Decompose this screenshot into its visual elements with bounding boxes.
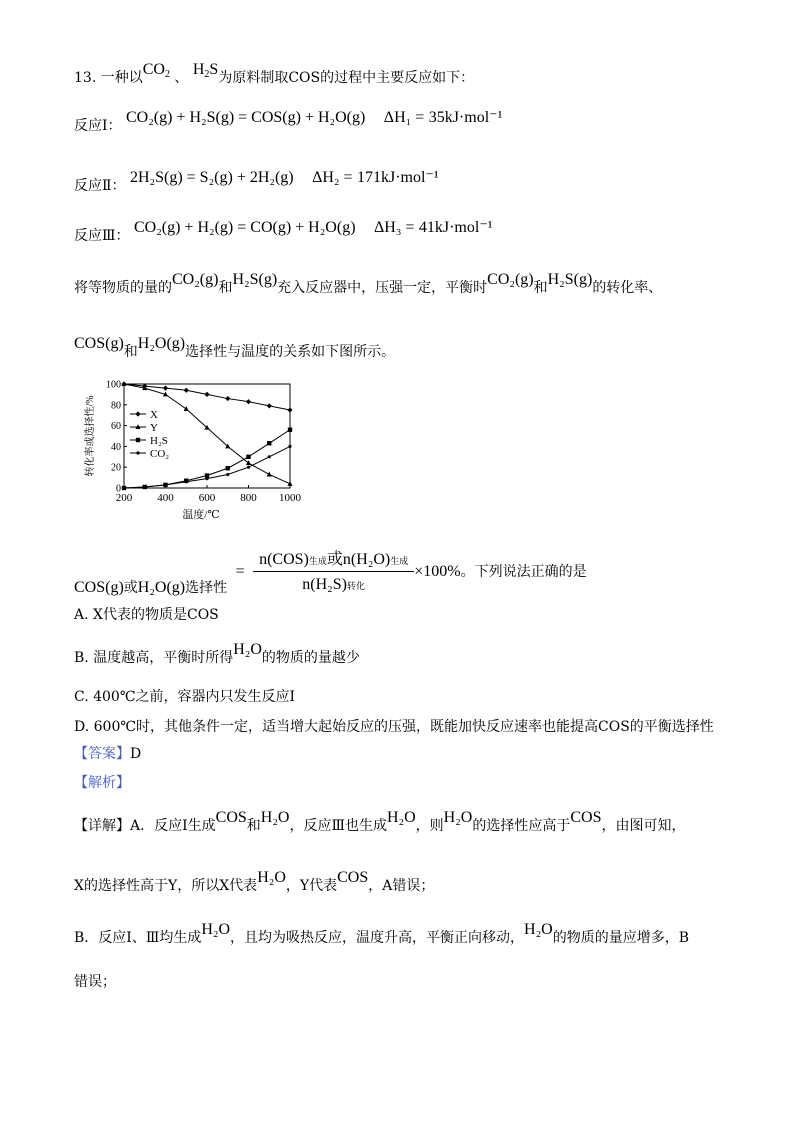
question-stem [74, 61, 475, 88]
data-point [268, 455, 271, 458]
data-point [184, 406, 189, 411]
selectivity-fraction [253, 550, 414, 594]
answer-label: 【答案】 [74, 746, 130, 762]
h2o-formula: H₂O [233, 641, 262, 658]
option-b: B. 温度越高，平衡时所得H₂O的物质的量越少 [74, 641, 360, 666]
reaction-3 [74, 219, 493, 244]
enthalpy-symbol: ΔH₁ = [383, 109, 425, 126]
data-point [185, 480, 188, 483]
data-point [225, 396, 230, 401]
y-tick-label: 100 [106, 379, 121, 391]
legend-label: H₂S [150, 435, 168, 447]
co2-formula: CO₂(g) [172, 271, 219, 288]
selectivity-definition: COS(g)或H₂O(g)选择性 = $\frac{\text{n(COS)生成或n(H₂O)生成}}{\text{n(H₂S)转化}}$ ×100%。下列说法正确的是 [74, 551, 587, 597]
y-tick-label: 80 [111, 400, 121, 412]
data-point [288, 445, 291, 448]
series-line-4 [124, 446, 290, 488]
data-point [267, 441, 271, 445]
detail-label: 【详解】 [74, 818, 130, 834]
x-tick-label: 400 [157, 492, 174, 504]
analysis-heading: 【解析】 [74, 775, 130, 791]
data-point [164, 483, 167, 486]
detail-line-1: 【详解】A．反应Ⅰ生成COS和H₂O，反应Ⅲ也生成H₂O，则H₂O的选择性应高于COS，由图可知， [74, 809, 686, 834]
enthalpy-value: 35kJ·mol⁻¹ [428, 109, 503, 126]
legend-marker [135, 411, 140, 416]
fraction-numerator: n(COS)生成或n(H₂O)生成 [253, 550, 414, 572]
h2o-formula: H₂O(g) [137, 579, 186, 597]
condition-line-2: COS(g)和H₂O(g)选择性与温度的关系如下图所示。 [74, 335, 396, 360]
reaction-equation: CO₂(g) + H₂S(g) = COS(g) + H₂O(g) [125, 109, 366, 126]
x-tick-label: 600 [198, 492, 216, 504]
data-point [246, 399, 251, 404]
reaction-equation: CO₂(g) + H₂(g) = CO(g) + H₂O(g) [133, 219, 356, 236]
reaction-2 [74, 169, 439, 194]
condition-line-1: 将等物质的量的CO₂(g)和H₂S(g)充入反应器中，压强一定，平衡时CO₂(g)和H₂S(g)的转化率、 [74, 271, 663, 296]
series-line-2 [124, 384, 290, 484]
intro-text-2: 为原料制取COS的过程中主要反应如下： [218, 70, 475, 86]
reaction-label: 反应Ⅱ： [74, 178, 126, 194]
option-a: A. X代表的物质是COS [74, 607, 219, 623]
data-point [288, 428, 292, 432]
legend-marker [136, 438, 140, 442]
data-point [122, 486, 125, 489]
question-number: 13. [74, 70, 97, 86]
co2-formula: $CO_2$ [142, 61, 170, 80]
legend-label: Y [150, 422, 158, 434]
data-point [205, 477, 208, 480]
data-point [247, 466, 250, 469]
x-tick-label: 1000 [279, 492, 301, 504]
reaction-1 [74, 109, 503, 134]
data-point [267, 472, 272, 477]
answer-value: D [130, 746, 142, 762]
h2s-formula: H₂S(g) [547, 271, 593, 288]
legend-label: CO₂ [150, 448, 170, 460]
data-point [184, 388, 189, 393]
data-point [143, 485, 146, 488]
enthalpy-symbol: ΔH₃ = [373, 219, 415, 236]
intro-text: 一种以 [100, 70, 143, 86]
fraction-denominator: n(H₂S)转化 [302, 576, 365, 594]
enthalpy-value: 41kJ·mol⁻¹ [418, 219, 493, 236]
x-tick-label: 800 [240, 492, 257, 504]
y-tick-label: 60 [111, 421, 121, 433]
reaction-label: 反应Ⅲ： [74, 228, 130, 244]
detail-line-4: 错误； [74, 974, 116, 990]
data-point [226, 473, 229, 476]
cos-formula: COS(g) [74, 335, 124, 352]
data-point [163, 386, 168, 391]
answer-line [74, 747, 141, 761]
conversion-selectivity-chart [80, 372, 320, 522]
y-tick-label: 0 [116, 483, 121, 495]
legend-label: X [150, 409, 158, 421]
h2s-formula: $H_2S$ [192, 61, 219, 80]
data-point [287, 407, 292, 412]
option-d: D. 600℃时，其他条件一定，适当增大起始反应的压强，既能加快反应速率也能提高COS的平衡选择性 [74, 719, 714, 735]
enthalpy-symbol: ΔH₂ = [312, 169, 353, 186]
data-point [204, 392, 209, 397]
detail-line-3: B．反应Ⅰ、Ⅲ均生成H₂O，且均为吸热反应，温度升高，平衡正向移动，H₂O的物质的量应增多，B [74, 921, 689, 946]
reaction-label: 反应Ⅰ： [74, 118, 122, 134]
x-tick-label: 200 [115, 492, 133, 504]
h2s-formula: H₂S(g) [232, 271, 278, 288]
data-point [246, 455, 250, 459]
y-tick-label: 20 [111, 462, 121, 474]
y-tick-label: 40 [111, 441, 121, 453]
option-c: C. 400℃之前，容器内只发生反应Ⅰ [74, 689, 296, 705]
enthalpy-value: 171kJ·mol⁻¹ [356, 169, 439, 186]
h2o-formula: H₂O(g) [137, 335, 186, 352]
x-axis-label: 温度/℃ [182, 509, 220, 521]
y-axis-label: 转化率或选择性/% [85, 395, 96, 477]
co2-formula: CO₂(g) [487, 271, 534, 288]
reaction-equation: 2H₂S(g) = S₂(g) + 2H₂(g) [129, 169, 294, 186]
legend-marker [136, 451, 139, 454]
data-point [226, 466, 230, 470]
detail-line-2: X的选择性高于Y，所以X代表H₂O，Y代表COS，A错误； [74, 869, 435, 894]
separator: 、 [174, 70, 189, 86]
cos-formula: COS(g) [74, 579, 124, 597]
data-point [267, 403, 272, 408]
